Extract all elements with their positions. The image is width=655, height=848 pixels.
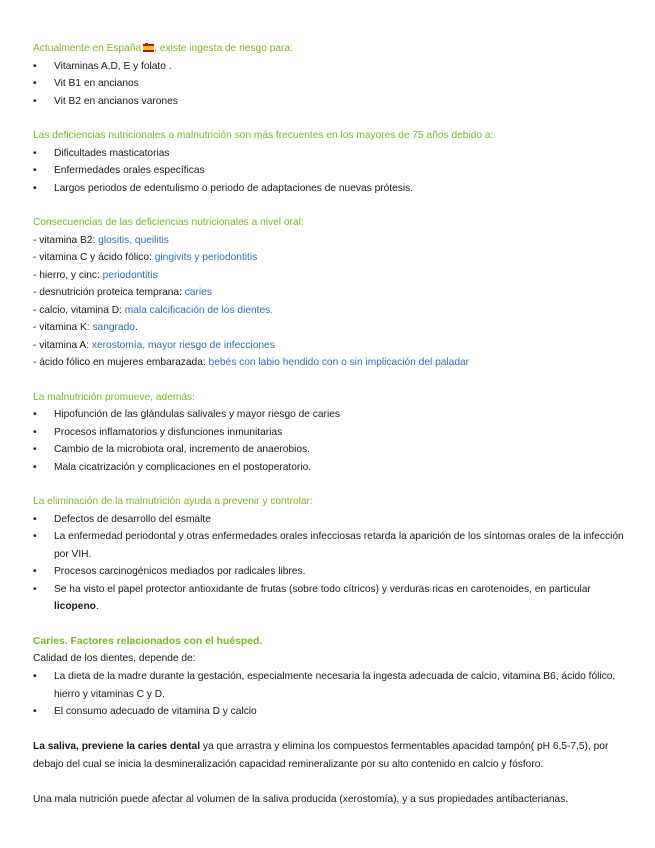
saliva-paragraph: La saliva, previene la caries dental ya que arrastra y elimina los compuestos fermentables apacidad tampón( pH 6,5-7,5), por debajo del cual se inicia la desmineralización capacidad remineralizante por su alto contenido en calcio y fósforo. bbox=[33, 740, 609, 770]
malnutrition-paragraph: Una mala nutrición puede afectar al volumen de la saliva producida (xerostomía), y a sus propiedades antibacterianas. bbox=[33, 793, 569, 805]
spain-flag-icon bbox=[141, 40, 154, 58]
list-item: - calcio, vitamina D: mala calcificación de los dientes. bbox=[33, 304, 274, 316]
list-item: • La dieta de la madre durante la gestación, especialmente necesaria la ingesta adecuada de calcio, vitamina B6, ácido fólico, hierro y vitaminas C y D. bbox=[33, 668, 625, 703]
list-item: - vitamina K: sangrado. bbox=[33, 322, 138, 333]
list-item: • Enfermedades orales específicas bbox=[33, 162, 625, 180]
list-item: • Dificultades masticatorias bbox=[33, 145, 625, 163]
list-item: • Se ha visto el papel protector antioxidante de frutas (sobre todo cítricos) y verduras ricas en carotenoides, en particular licopeno. bbox=[33, 581, 625, 616]
list-item: - vitamina C y ácido fólico: gingivits y periodontitis bbox=[33, 252, 258, 263]
deficiency-effect: xerostomía, mayor riesgo de infecciones bbox=[91, 339, 275, 351]
saliva-bold: La saliva, previene la caries dental bbox=[33, 740, 201, 752]
deficiency-effect: gingivits y periodontitis bbox=[154, 252, 258, 263]
deficiency-effect: sangrado bbox=[92, 322, 135, 333]
section1-heading-before: Actualmente en España bbox=[33, 43, 142, 54]
section6-list bbox=[33, 668, 625, 721]
list-item: - desnutrición proteica temprana: caries bbox=[33, 287, 212, 298]
section1-list bbox=[33, 58, 625, 111]
section6-intro: Calidad de los dientes, depende de: bbox=[33, 653, 196, 664]
deficiency-effect: caries bbox=[184, 287, 212, 298]
deficiency-effect: bebés con labio hendido con o sin implicación del paladar bbox=[208, 357, 470, 368]
section6-heading: Caries. Factores relacionados con el huésped. bbox=[33, 635, 263, 647]
section1-heading bbox=[33, 40, 625, 58]
section2-heading: Las deficiencias nutricionales o malnutrición son más frecuentes en los mayores de 75 años debido a: bbox=[33, 130, 494, 141]
list-item: • Defectos de desarrollo del esmalte bbox=[33, 511, 625, 529]
list-item: • Hipofunción de las glándulas salivales y mayor riesgo de caries bbox=[33, 406, 625, 424]
list-item: • Cambio de la microbiota oral, incremento de anaerobios. bbox=[33, 441, 625, 459]
section5-heading: La eliminación de la malnutrición ayuda a prevenir y controlar: bbox=[33, 496, 313, 507]
section5-list bbox=[33, 511, 625, 616]
list-item: • Procesos carcinogénicos mediados por radicales libres. bbox=[33, 563, 625, 581]
list-item: - vitamina B2: glositis, queilitis bbox=[33, 234, 169, 246]
list-item: • El consumo adecuado de vitamina D y calcio bbox=[33, 703, 625, 721]
list-item: - vitamina A: xerostomía, mayor riesgo de infecciones bbox=[33, 339, 275, 351]
list-item: - ácido fólico en mujeres embarazada: bebés con labio hendido con o sin implicación del paladar bbox=[33, 357, 470, 368]
list-item: • Vitaminas A,D, E y folato . bbox=[33, 58, 625, 76]
list-item: • Vit B2 en ancianos varones bbox=[33, 93, 625, 111]
section4-list bbox=[33, 406, 625, 476]
list-item: • La enfermedad periodontal y otras enfermedades orales infecciosas retarda la aparición de los síntomas orales de la infección por VIH. bbox=[33, 528, 625, 563]
list-item: • Largos periodos de edentulismo o periodo de adaptaciones de nuevas prótesis. bbox=[33, 180, 625, 198]
section2-list bbox=[33, 145, 625, 198]
deficiency-effect: mala calcificación de los dientes. bbox=[124, 304, 274, 316]
list-item: • Mala cicatrización y complicaciones en el postoperatorio. bbox=[33, 459, 625, 477]
section1-heading-after: , existe ingesta de riesgo para: bbox=[154, 43, 293, 54]
section4-heading: La malnutrición promueve, además: bbox=[33, 391, 195, 403]
licopeno-term: licopeno bbox=[54, 601, 96, 612]
section3-list bbox=[33, 232, 625, 372]
deficiency-effect: periodontitis bbox=[102, 269, 158, 281]
list-item: • Vit B1 en ancianos bbox=[33, 75, 625, 93]
section3-heading: Consecuencias de las deficiencias nutricionales a nivel oral: bbox=[33, 217, 304, 228]
list-item: • Procesos inflamatorios y disfunciones inmunitarias bbox=[33, 424, 625, 442]
list-item: - hierro, y cinc: periodontitis bbox=[33, 269, 158, 281]
deficiency-effect: glositis, queilitis bbox=[98, 234, 169, 246]
